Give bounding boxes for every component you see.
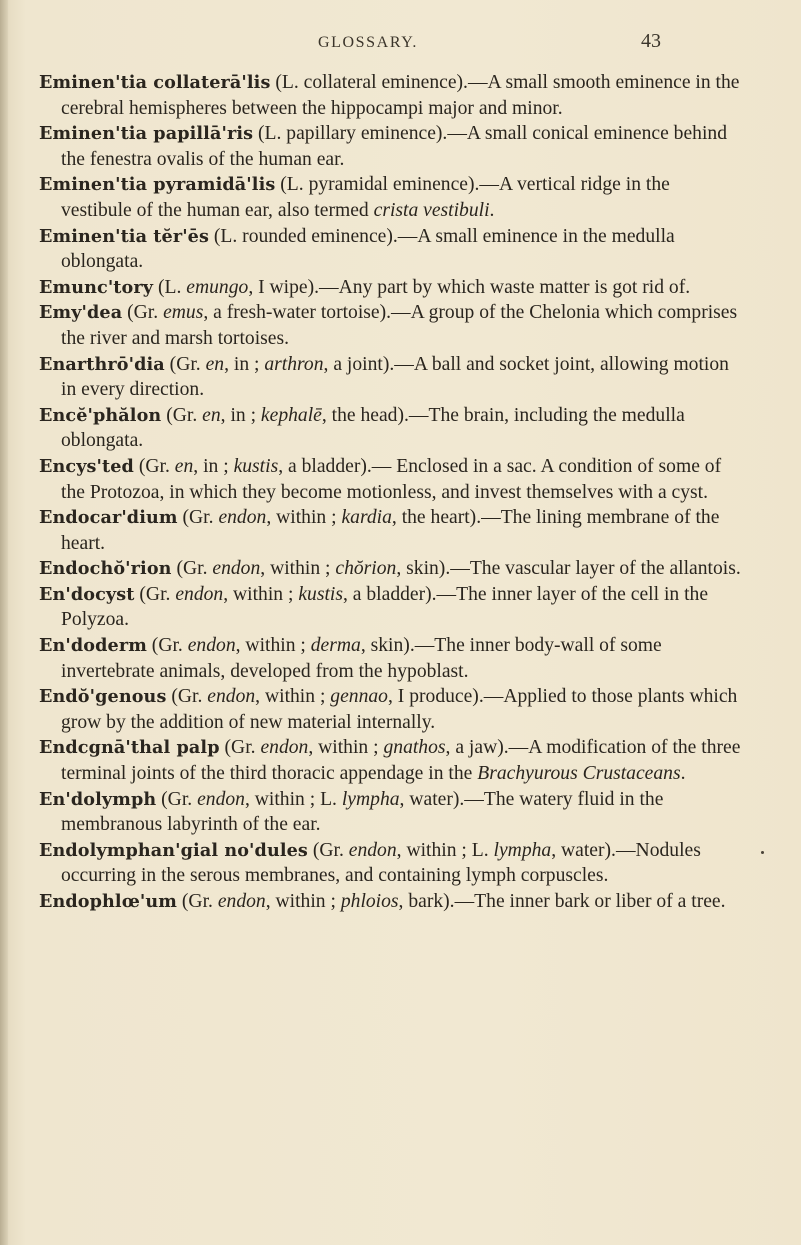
definition-cont: , the heart).—The lining membrane of the heart.: [61, 507, 720, 554]
definition: (L.: [153, 276, 187, 298]
italic-term: endon: [187, 635, 236, 657]
glossary-entry: [39, 454, 743, 505]
headword: Emy'dea: [39, 302, 123, 324]
glossary-entry: [39, 556, 743, 582]
headword: Eminen'tia papillā'ris: [39, 123, 254, 145]
italic-term: emus: [163, 302, 204, 324]
definition-cont: , within ; L.: [244, 788, 342, 810]
headword: Endŏ'genous: [39, 686, 167, 708]
definition-cont: , I produce).—Applied to those plants which grow by the addition of new material internally.: [61, 686, 738, 733]
definition-cont: , I wipe).—Any part by which waste matter is got rid of.: [248, 276, 691, 298]
definition-cont: , in ;: [193, 455, 234, 477]
glossary-entry: [39, 582, 743, 633]
italic-term: endon: [218, 507, 267, 529]
italic-term: en: [205, 353, 225, 375]
definition-cont: , the head).—The brain, including the medulla oblongata.: [61, 404, 685, 452]
definition-cont: , within ;: [255, 686, 331, 708]
headword: Eminen'tia collaterā'lis: [39, 72, 271, 93]
definition-cont: , skin).—The vascular layer of the allantois.: [396, 558, 741, 580]
headword: Encys'ted: [39, 455, 134, 477]
definition-cont: .: [489, 199, 495, 221]
glossary-entry: [39, 684, 743, 735]
definition: (L. collateral eminence).—A small smooth eminence in the cerebral hemispheres between the hippocampi major and minor.: [61, 72, 740, 119]
glossary-entry: [39, 735, 743, 786]
headword: Enarthrō'dia: [39, 353, 165, 375]
headword: Endcgnā'thal palp: [39, 737, 220, 759]
headword: Eminen'tia tĕr'ēs: [39, 225, 209, 247]
definition: (Gr.: [161, 404, 203, 426]
italic-term: derma: [310, 635, 361, 657]
headword: En'doderm: [39, 635, 147, 657]
glossary-entry: [39, 787, 743, 838]
glossary-entry: [39, 172, 743, 223]
headword: Endochŏ'rion: [39, 558, 172, 580]
headword: Eminen'tia pyramidā'lis: [39, 174, 276, 196]
print-speck: [761, 851, 764, 854]
italic-term: gennao: [330, 686, 388, 708]
definition-cont: , within ;: [308, 737, 384, 759]
glossary-entry: [39, 70, 743, 121]
glossary-entry: [39, 838, 743, 889]
definition: (Gr.: [219, 737, 261, 759]
italic-term: emungo: [186, 276, 249, 298]
italic-term: arthron: [264, 353, 324, 375]
italic-term: chŏrion: [335, 558, 397, 580]
definition-cont: , a bladder).—The inner layer of the cell in the Polyzoa.: [61, 583, 709, 631]
definition-cont: , in ;: [224, 353, 265, 375]
headword: En'dolymph: [39, 788, 157, 810]
italic-term: endon: [348, 839, 397, 861]
glossary-entry: [39, 352, 743, 403]
definition: (Gr.: [177, 891, 218, 912]
definition: (Gr.: [166, 686, 208, 708]
header-title: GLOSSARY.: [318, 34, 418, 51]
glossary-entry: [39, 505, 743, 556]
page-gutter: [0, 0, 8, 1245]
running-header: [0, 30, 801, 66]
italic-term: en: [174, 455, 194, 477]
glossary-entry: [39, 121, 743, 172]
definition: (L. rounded eminence).—A small eminence in the medulla oblongata.: [61, 225, 675, 273]
italic-term: kephalē: [260, 404, 322, 426]
headword: En'docyst: [39, 583, 135, 605]
definition-cont: , within ;: [235, 635, 311, 657]
glossary-entry: [39, 300, 743, 351]
definition: (Gr.: [146, 635, 188, 657]
definition: (L. papillary eminence).—A small conical eminence behind the fenestra ovalis of the human ear.: [61, 123, 727, 170]
definition: (Gr.: [177, 507, 219, 529]
definition-cont: .: [680, 763, 686, 785]
definition-cont: , within ;: [223, 583, 299, 605]
headword: Endocar'dium: [39, 507, 178, 529]
headword: Endophlœ'um: [39, 891, 177, 912]
definition-cont: , in ;: [220, 404, 261, 426]
italic-term: lympha: [493, 839, 552, 861]
glossary-entry: [39, 889, 743, 915]
glossary-entry: [39, 224, 743, 275]
definition-cont: , water).—Nodules occurring in the serous membranes, and containing lymph corpuscles.: [61, 839, 701, 887]
definition: (Gr.: [122, 302, 164, 324]
definition-cont: , within ; L.: [396, 839, 494, 861]
definition: (Gr.: [171, 558, 213, 580]
definition-cont: , water).—The watery fluid in the membranous labyrinth of the ear.: [61, 788, 664, 836]
italic-term: endon: [197, 788, 245, 810]
definition: (Gr.: [134, 583, 176, 605]
glossary-entry: [39, 403, 743, 454]
definition-cont: , within ;: [260, 558, 336, 580]
definition-cont: , within ;: [265, 891, 341, 912]
italic-term: kardia: [341, 507, 392, 529]
page-number: 43: [641, 30, 661, 52]
italic-term: crista vestibuli: [373, 199, 490, 221]
italic-term: endon: [260, 737, 309, 759]
glossary-entry: [39, 275, 743, 301]
headword: Encĕ'phălon: [39, 404, 162, 426]
italic-term: endon: [175, 583, 224, 605]
glossary-entries: [39, 70, 743, 915]
definition-cont: , skin).—The inner body-wall of some invertebrate animals, developed from the hypoblast.: [61, 635, 662, 682]
italic-term: endon: [212, 558, 261, 580]
italic-term: kustis: [233, 455, 279, 477]
definition-cont: , a jaw).—A modification of the three terminal joints of the third thoracic appendage in the: [61, 737, 741, 785]
definition-cont: , within ;: [266, 507, 342, 529]
definition-cont: , bark).—The inner bark or liber of a tree.: [398, 891, 726, 912]
glossary-entry: [39, 633, 743, 684]
headword: Emunc'tory: [39, 276, 154, 298]
headword: Endolymphan'gial no'dules: [39, 839, 308, 861]
definition: (L. pyramidal eminence).—A vertical ridge in the vestibule of the human ear, also termed: [61, 174, 670, 221]
italic-term: Brachyurous Crustaceans: [477, 763, 681, 785]
italic-term: lympha: [341, 788, 400, 810]
italic-term: phloios: [340, 891, 399, 912]
italic-term: endon: [207, 686, 256, 708]
definition: (Gr.: [164, 353, 206, 375]
italic-term: gnathos: [383, 737, 446, 759]
definition-cont: , a joint).—A ball and socket joint, allowing motion in every direction.: [61, 353, 729, 401]
definition-cont: , a bladder).— Enclosed in a sac. A condition of some of the Protozoa, in which they become motionless, and invest themselves with a cyst.: [61, 455, 722, 503]
definition: (Gr.: [307, 839, 349, 861]
italic-term: en: [202, 404, 221, 426]
definition-cont: , a fresh-water tortoise).—A group of the Chelonia which comprises the river and marsh tortoises.: [61, 302, 738, 349]
definition: (Gr.: [156, 788, 198, 810]
definition: (Gr.: [133, 455, 175, 477]
italic-term: kustis: [298, 583, 343, 605]
italic-term: endon: [217, 891, 266, 912]
